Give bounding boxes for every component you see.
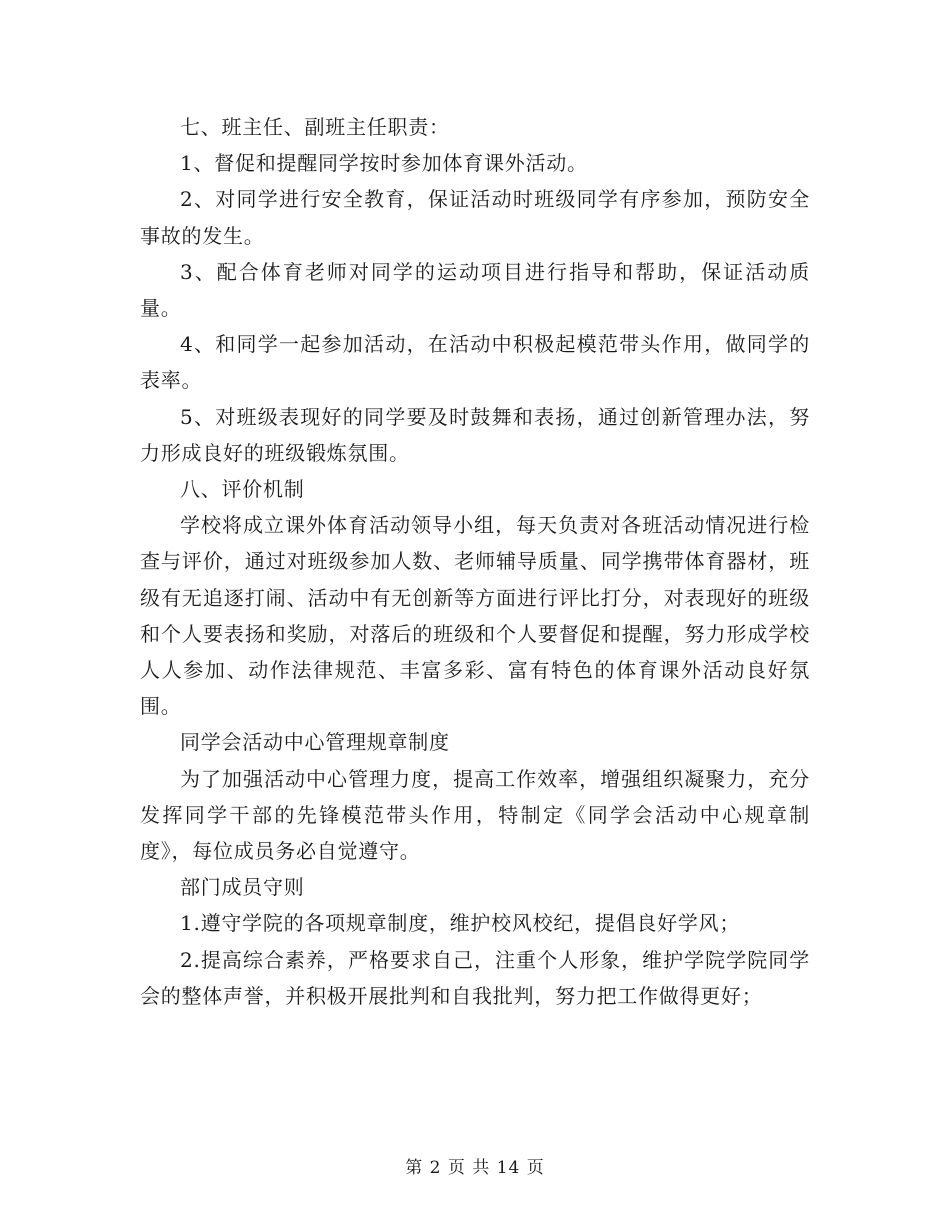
section-heading: 八、评价机制 <box>180 477 305 502</box>
paragraph: 5、对班级表现好的同学要及时鼓舞和表扬，通过创新管理办法，努力形成良好的班级锻炼氛围。 <box>140 404 810 465</box>
paragraph: 学校将成立课外体育活动领导小组，每天负责对各班活动情况进行检查与评价，通过对班级参加人数、老师辅导质量、同学携带体育器材，班级有无追逐打闹、活动中有无创新等方面进行评比打分，对表现好的班级和个人要表扬和奖励，对落后的班级和个人要督促和提醒，努力形成学校人人参加、动作法律规范、丰富多彩、富有特色的体育课外活动良好氛围。 <box>140 513 810 719</box>
paragraph: 4、和同学一起参加活动，在活动中积极起模范带头作用，做同学的表率。 <box>140 332 810 393</box>
paragraph: 为了加强活动中心管理力度，提高工作效率，增强组织凝聚力，充分发挥同学干部的先锋模范带头作用，特制定《同学会活动中心规章制度》，每位成员务必自觉遵守。 <box>140 766 810 864</box>
section-heading: 七、班主任、副班主任职责： <box>180 115 450 139</box>
document-body <box>140 109 810 1014</box>
paragraph: 3、配合体育老师对同学的运动项目进行指导和帮助，保证活动质量。 <box>140 259 810 321</box>
page-number-footer: 第 2 页 共 14 页 <box>405 1158 545 1178</box>
paragraph: 2、对同学进行安全教育，保证活动时班级同学有序参加，预防安全事故的发生。 <box>140 187 810 248</box>
section-heading: 部门成员守则 <box>180 875 305 900</box>
section-heading: 同学会活动中心管理规章制度 <box>180 730 450 755</box>
paragraph: 2.提高综合素养，严格要求自己，注重个人形象，维护学院学院同学会的整体声誉，并积极开展批判和自我批判，努力把工作做得更好； <box>140 947 810 1008</box>
paragraph: 1.遵守学院的各项规章制度，维护校风校纪，提倡良好学风； <box>180 911 741 936</box>
paragraph: 1、督促和提醒同学按时参加体育课外活动。 <box>180 151 588 176</box>
